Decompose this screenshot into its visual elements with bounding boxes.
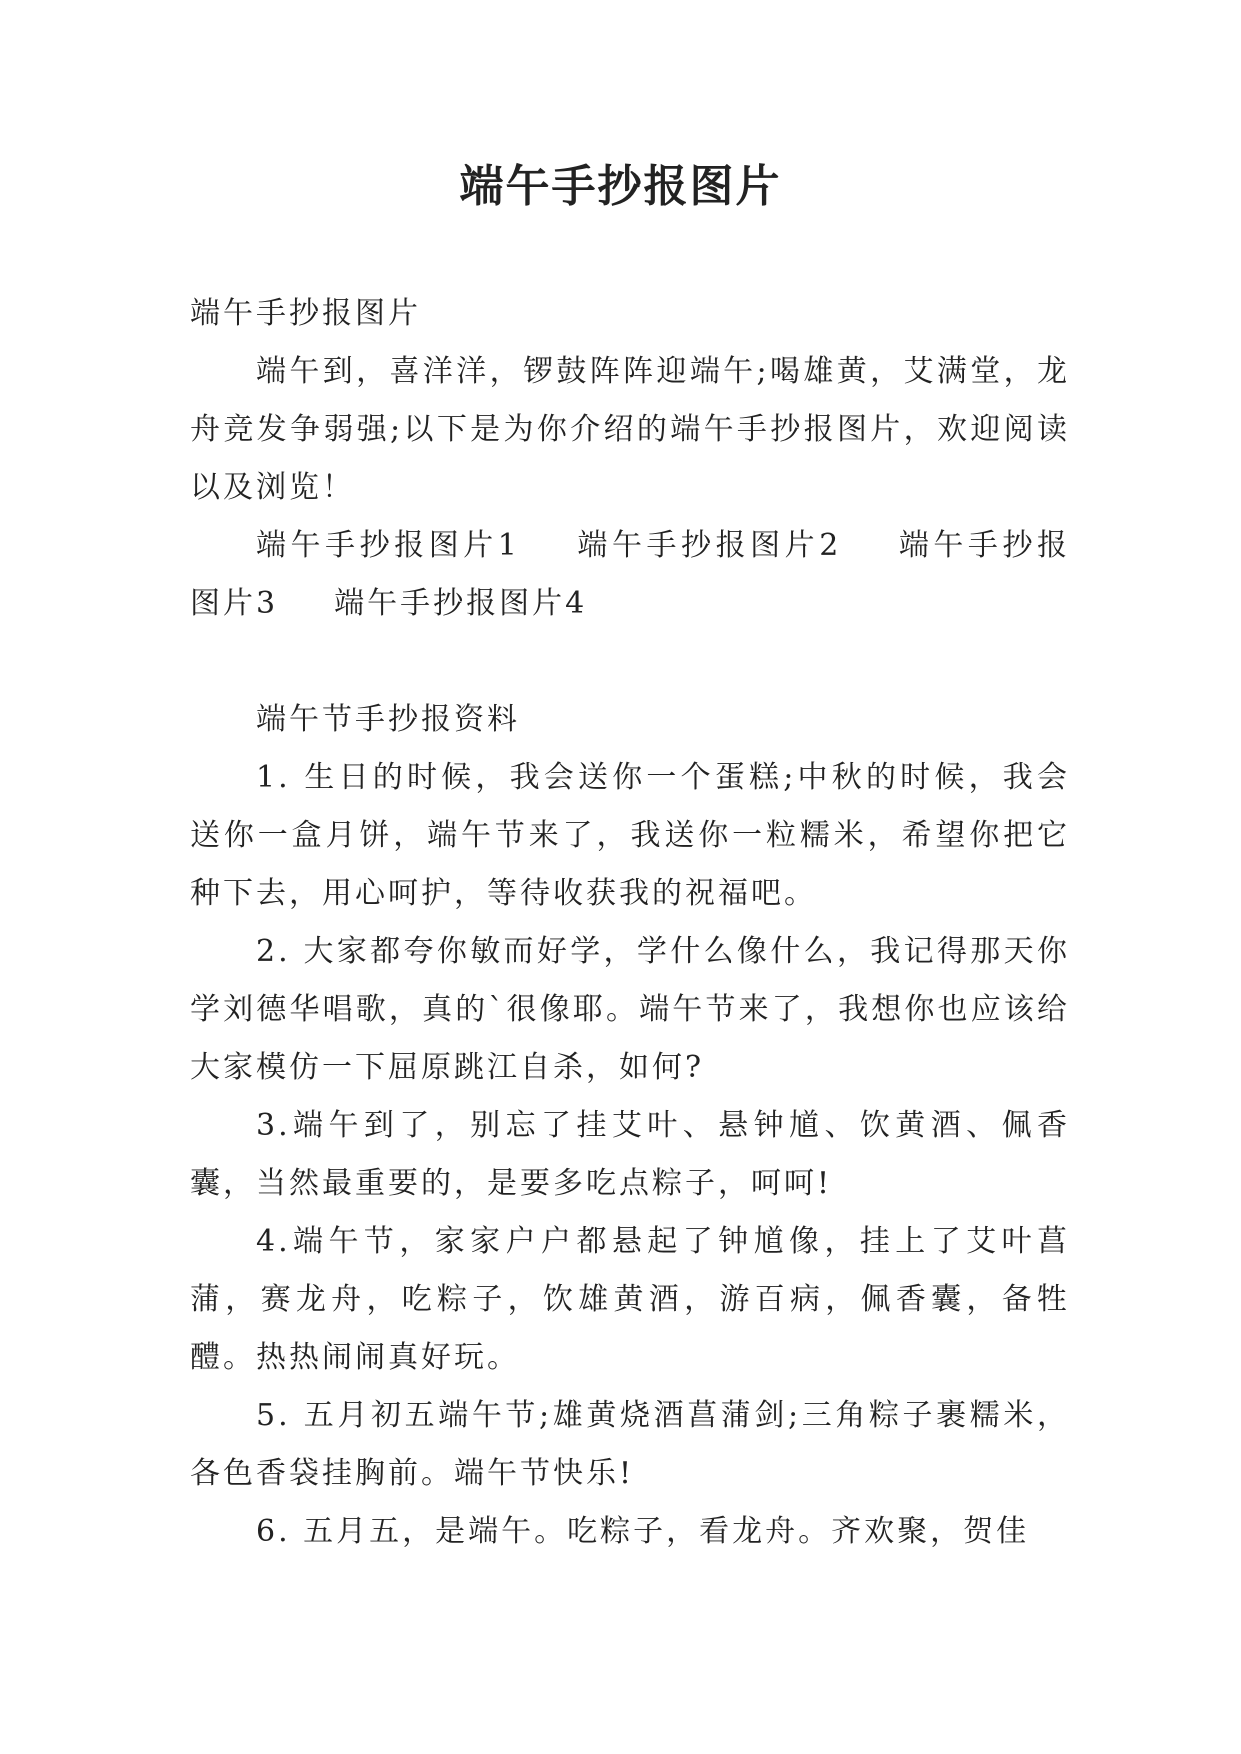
section-heading: 端午节手抄报资料 [256,702,520,737]
spacer [190,633,1070,691]
image-link-4[interactable]: 端午手抄报图片4 [334,586,588,621]
page-title: 端午手抄报图片 [459,161,782,212]
intro-paragraph: 端午到，喜洋洋，锣鼓阵阵迎端午;喝雄黄，艾满堂，龙舟竞发争弱强;以下是为你介绍的端午手抄报图片，欢迎阅读以及浏览！ [190,354,1070,505]
subtitle: 端午手抄报图片 [190,296,421,331]
image-link-2[interactable]: 端午手抄报图片2 [575,528,842,563]
list-item: 5. 五月初五端午节;雄黄烧酒菖蒲剑;三角粽子裹糯米，各色香袋挂胸前。端午节快乐! [190,1398,1070,1491]
image-link-1[interactable]: 端午手抄报图片1 [256,528,520,563]
list-item: 1. 生日的时候，我会送你一个蛋糕;中秋的时候，我会送你一盒月饼，端午节来了，我送你一粒糯米，希望你把它种下去，用心呵护，等待收获我的祝福吧。 [190,760,1070,911]
document-body [190,285,1070,1561]
image-link-list [190,517,1070,633]
list-item: 6. 五月五，是端午。吃粽子，看龙舟。齐欢聚，贺佳 [256,1514,1030,1549]
list-item: 4.端午节，家家户户都悬起了钟馗像，挂上了艾叶菖蒲，赛龙舟，吃粽子，饮雄黄酒，游百病，佩香囊，备牲醴。热热闹闹真好玩。 [190,1224,1070,1375]
list-item: 3.端午到了，别忘了挂艾叶、悬钟馗、饮黄酒、佩香囊，当然最重要的，是要多吃点粽子，呵呵! [190,1108,1070,1201]
list-item: 2. 大家都夸你敏而好学，学什么像什么，我记得那天你学刘德华唱歌，真的`很像耶。端午节来了，我想你也应该给大家模仿一下屈原跳江自杀，如何? [190,934,1070,1085]
image-link-3[interactable]: 端午手抄报图片3 [190,528,1070,621]
